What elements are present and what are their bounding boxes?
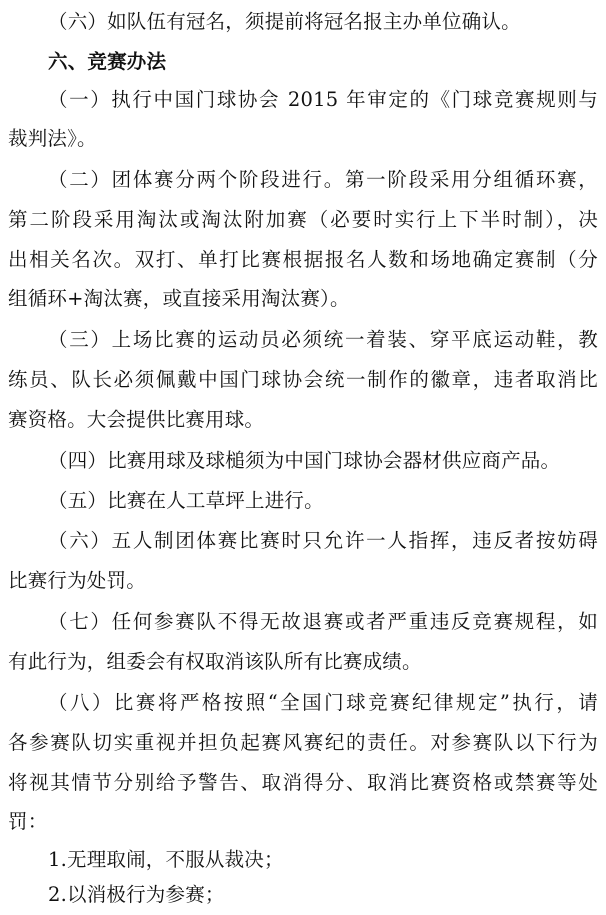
clause-seven-line-1: （七）任何参赛队不得无故退赛或者严重违反竞赛规程，如 [48, 610, 598, 633]
clause-two-line-2: 第二阶段采用淘汰或淘汰附加赛（必要时实行上下半时制），决 [8, 208, 598, 231]
clause-seven-line-2: 有此行为，组委会有权取消该队所有比赛成绩。 [8, 650, 422, 673]
clause-eight-line-1: （八）比赛将严格按照“全国门球竞赛纪律规定”执行，请 [48, 691, 598, 714]
clause-one-line-2: 裁判法》。 [8, 127, 97, 150]
clause-eight-line-4: 罚： [8, 810, 48, 833]
list-item-1: 1.无理取闹，不服从裁决； [48, 848, 284, 871]
clause-one-line-1: （一）执行中国门球协会 2015 年审定的《门球竞赛规则与 [48, 88, 598, 111]
section-heading-competition-method: 六、竞赛办法 [48, 50, 167, 73]
clause-six-line-1: （六）五人制团体赛比赛时只允许一人指挥，违反者按妨碍 [48, 529, 598, 552]
clause-two-line-4: 组循环+淘汰赛，或直接采用淘汰赛）。 [8, 287, 350, 310]
clause-eight-line-3: 将视其情节分别给予警告、取消得分、取消比赛资格或禁赛等处 [8, 771, 598, 794]
clause-three-line-2: 练员、队长必须佩戴中国门球协会统一制作的徽章，违者取消比 [8, 368, 598, 391]
clause-two-line-1: （二）团体赛分两个阶段进行。第一阶段采用分组循环赛， [48, 168, 598, 191]
clause-four: （四）比赛用球及球槌须为中国门球协会器材供应商产品。 [48, 449, 561, 472]
clause-five: （五）比赛在人工草坪上进行。 [48, 489, 324, 512]
clause-six-naming: （六）如队伍有冠名，须提前将冠名报主办单位确认。 [48, 10, 521, 33]
clause-eight-line-2: 各参赛队切实重视并担负起赛风赛纪的责任。对参赛队以下行为 [8, 731, 598, 754]
clause-three-line-1: （三）上场比赛的运动员必须统一着装、穿平底运动鞋，教 [48, 328, 598, 351]
clause-three-line-3: 赛资格。大会提供比赛用球。 [8, 408, 265, 431]
clause-two-line-3: 出相关名次。双打、单打比赛根据报名人数和场地确定赛制（分 [8, 248, 598, 271]
list-item-2: 2.以消极行为参赛； [48, 883, 225, 906]
clause-six-line-2: 比赛行为处罚。 [8, 569, 146, 592]
